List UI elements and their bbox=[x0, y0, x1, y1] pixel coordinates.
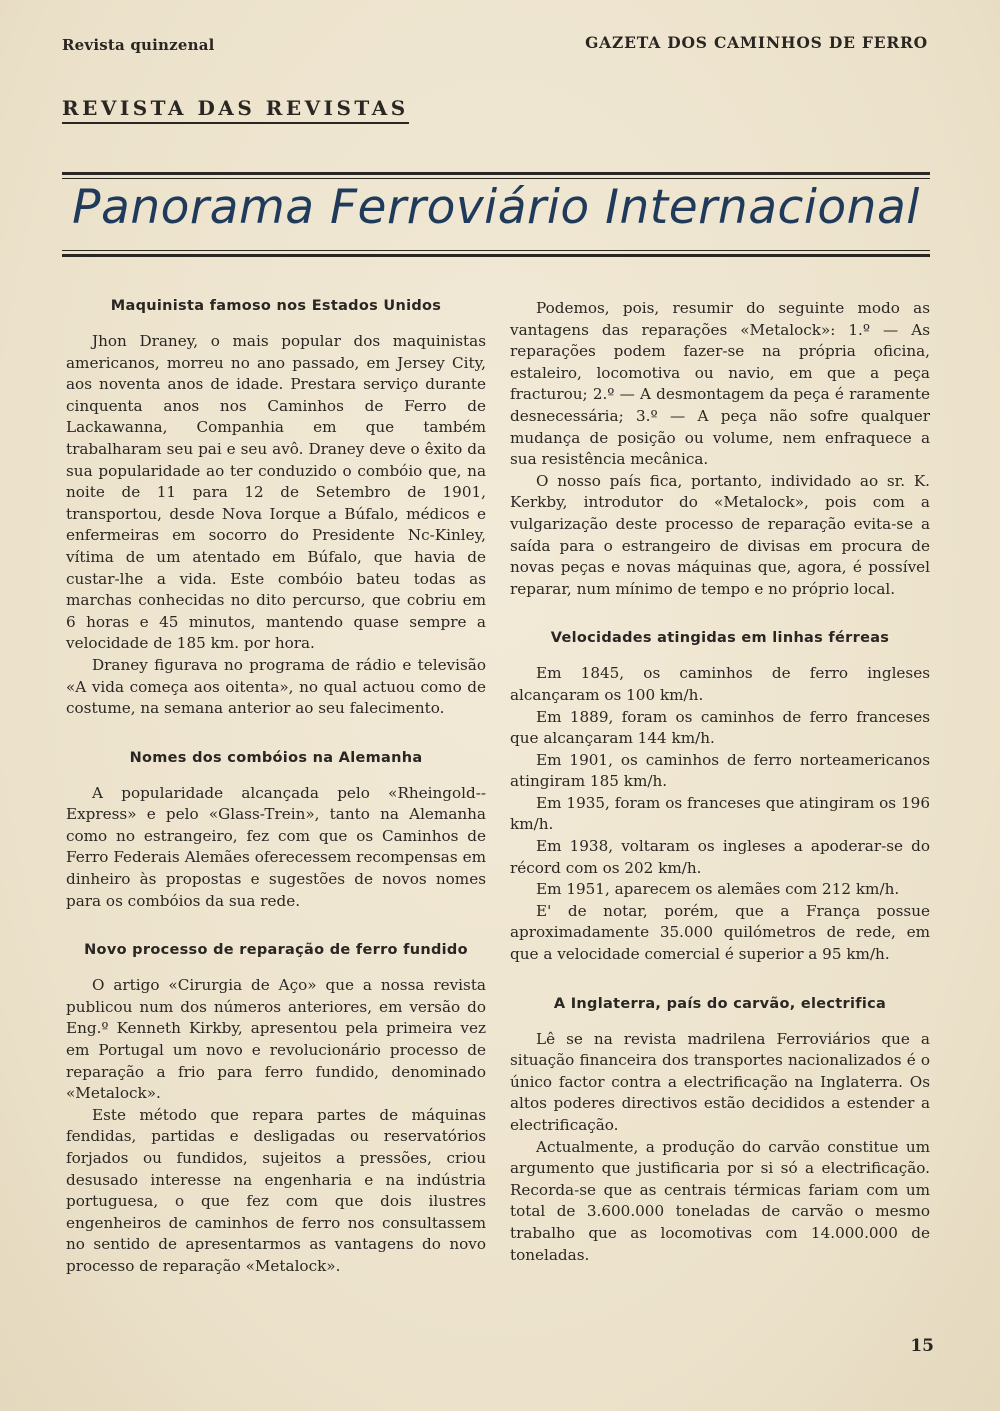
title-rule-top-thin bbox=[62, 178, 930, 179]
header-right: GAZETA DOS CAMINHOS DE FERRO bbox=[585, 33, 928, 52]
article-paragraph: Em 1938, voltaram os ingleses a apoderar-se do récord com os 202 km/h. bbox=[510, 837, 930, 877]
column-right bbox=[510, 298, 930, 1266]
article-paragraph: Lê se na revista madrilena Ferroviários que a situação financeira dos transportes nacionalizados é o único factor contra a electrificação na Inglaterra. Os altos poderes directivos estão decididos a estender a electrificação. bbox=[510, 1029, 930, 1134]
article-paragraph: Em 1845, os caminhos de ferro ingleses alcançaram os 100 km/h. bbox=[510, 664, 930, 704]
article-maquinista bbox=[66, 298, 486, 720]
article-velocidades bbox=[510, 630, 930, 965]
article-paragraph: Este método que repara partes de máquinas fendidas, partidas e desligadas ou reservatórios forjados ou fundidos, sujeitos a pressões, criou desusado interesse na engenharia e na indústria portuguesa, o que fez com que dois ilustres engenheiros de caminhos de ferro nos consultassem no sentido de apresentarmos as vantagens do novo processo de reparação «Metalock». bbox=[66, 1105, 486, 1275]
article-paragraph: Em 1901, os caminhos de ferro norteamericanos atingiram 185 km/h. bbox=[510, 750, 930, 791]
article-paragraph: E' de notar, porém, que a França possue aproximadamente 35.000 quilómetros de rede, em que a velocidade comercial é superior a 95 km/h. bbox=[510, 901, 930, 964]
article-inglaterra bbox=[510, 996, 930, 1267]
article-paragraph: Em 1951, aparecem os alemães com 212 km/h. bbox=[536, 880, 900, 899]
title-rule-bottom bbox=[62, 254, 930, 257]
article-ferro-fundido bbox=[66, 942, 486, 1277]
article-paragraph: Draney figurava no programa de rádio e televisão «A vida começa aos oitenta», no qual actuou como de costume, na semana anterior ao seu falecimento. bbox=[66, 655, 486, 718]
title-rule-bottom-thin bbox=[62, 250, 930, 251]
article-heading: A Inglaterra, país do carvão, electrifica bbox=[553, 995, 887, 1012]
column-left bbox=[66, 298, 486, 1278]
article-paragraph: Em 1889, foram os caminhos de ferro franceses que alcançaram 144 km/h. bbox=[510, 707, 930, 748]
title-rule-top bbox=[62, 172, 930, 175]
article-paragraph: A popularidade alcançada pelo «Rheingold--Express» e pelo «Glass-Trein», tanto na Alemanha como no estrangeiro, fez com que os Caminhos de Ferro Federais Alemães oferecessem recompensas em dinheiro às propostas e sugestões de novos nomes para os combóios da sua rede. bbox=[66, 783, 486, 910]
article-heading: Velocidades atingidas em linhas férreas bbox=[550, 630, 890, 647]
article-paragraph: Jhon Draney, o mais popular dos maquinistas americanos, morreu no ano passado, em Jersey City, aos noventa anos de idade. Prestara serviço durante cinquenta anos nos Caminhos de Ferro de Lackawanna, Companhia em que também trabalharam seu pai e seu avô. Draney deve o êxito da sua popularidade ao ter conduzido o combóio que, na noite de 11 para 12 de Setembro de 1901, transportou, desde Nova Iorque a Búfalo, médicos e enfermeiras em socorro do Presidente Nc-Kinley, vítima de um atentado em Búfalo, que havia de custar-lhe a vida. Este combóio bateu todas as marchas conhecidas no dito percurso, que cobriu em 6 horas e 45 minutos, mantendo quase sempre a velocidade de 185 km. por hora. bbox=[66, 332, 486, 653]
article-paragraph: O nosso país fica, portanto, individado ao sr. K. Kerkby, introdutor do «Metalock», pois com a vulgarização deste processo de reparação evita-se a saída para o estrangeiro de divisas em procura de novas peças e novas máquinas que, agora, é possível reparar, num mínimo de tempo e no próprio local. bbox=[510, 471, 930, 598]
article-heading: Maquinista famoso nos Estados Unidos bbox=[110, 298, 442, 314]
article-heading: Nomes dos combóios na Alemanha bbox=[129, 749, 423, 766]
article-paragraph: Actualmente, a produção do carvão constitue um argumento que justificaria por si só a electrificação. Recorda-se que as centrais térmicas fariam com um total de 3.600.000 toneladas de carvão o mesmo trabalho que as locomotivas com 14.000.000 de toneladas. bbox=[510, 1137, 930, 1264]
header-left: Revista quinzenal bbox=[62, 36, 215, 54]
article-paragraph: Em 1935, foram os franceses que atingiram os 196 km/h. bbox=[510, 793, 930, 834]
page-title: Panorama Ferroviário Internacional bbox=[72, 180, 920, 235]
page-number: 15 bbox=[910, 1336, 934, 1356]
article-ferro-fundido-continued bbox=[510, 298, 930, 600]
article-nomes-comboios bbox=[66, 750, 486, 913]
article-paragraph: Podemos, pois, resumir do seguinte modo as vantagens das reparações «Metalock»: 1.º — As reparações podem fazer-se na própria oficina, estaleiro, locomotiva ou navio, em que a peça fracturou; 2.º — A desmontagem da peça é raramente desnecessária; 3.º — A peça não sofre qualquer mudança de posição ou volume, nem enfraquece a sua resistência mecânica. bbox=[510, 299, 930, 469]
section-title: REVISTA DAS REVISTAS bbox=[62, 96, 409, 124]
article-paragraph: O artigo «Cirurgia de Aço» que a nossa revista publicou num dos números anteriores, em versão do Eng.º Kenneth Kirkby, apresentou pela primeira vez em Portugal um novo e revolucionário processo de reparação a frio para ferro fundido, denominado «Metalock». bbox=[66, 976, 486, 1103]
article-heading: Novo processo de reparação de ferro fundido bbox=[84, 942, 468, 959]
